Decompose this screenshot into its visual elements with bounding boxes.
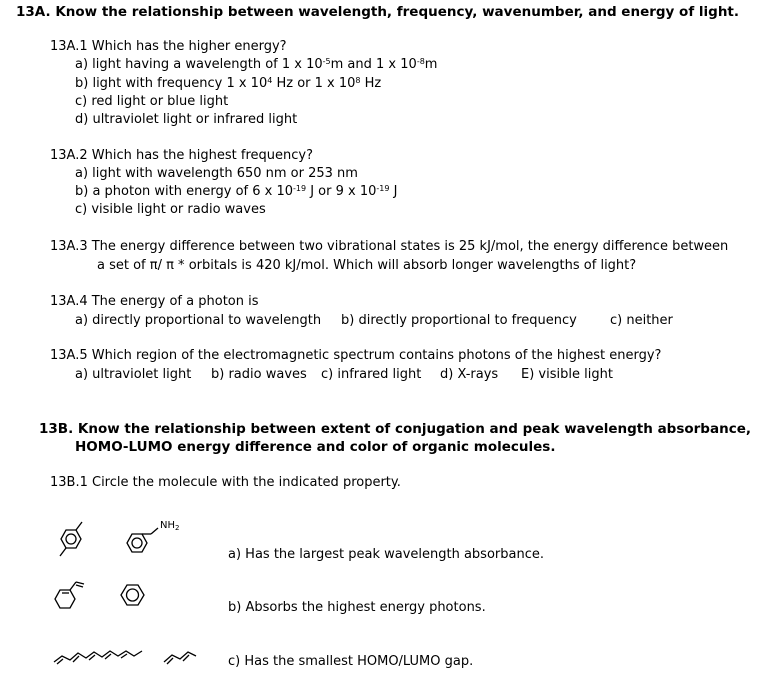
q13a2-option-c: c) visible light or radio waves	[75, 202, 266, 217]
q13a5-option-c: c) infrared light	[321, 367, 422, 382]
q13a4-option-c: c) neither	[610, 313, 673, 328]
q13a2-stem: 13A.2 Which has the highest frequency?	[50, 148, 313, 163]
q13b1-part-c: c) Has the smallest HOMO/LUMO gap.	[228, 654, 474, 669]
p-xylene-molecule[interactable]	[48, 520, 98, 560]
q13a4-option-b: b) directly proportional to frequency	[341, 313, 577, 328]
q13a5-option-d: d) X-rays	[440, 367, 499, 382]
q13b1-stem: 13B.1 Circle the molecule with the indicated property.	[50, 475, 401, 490]
vinylcyclohexene-molecule[interactable]	[48, 576, 92, 616]
q13a5-option-b: b) radio waves	[211, 367, 307, 382]
q13a5-option-e: E) visible light	[521, 367, 613, 382]
q13b1-part-a: a) Has the largest peak wavelength absorbance.	[228, 547, 544, 562]
q13a3-line2: a set of π/ π * orbitals is 420 kJ/mol. Which will absorb longer wavelengths of light?	[97, 258, 637, 273]
q13a4-stem: 13A.4 The energy of a photon is	[50, 294, 259, 309]
section-13b-heading-line1: 13B. Know the relationship between extent of conjugation and peak wavelength absorbance,	[39, 421, 751, 437]
q13b1-part-b: b) Absorbs the highest energy photons.	[228, 600, 486, 615]
q13a5-option-a: a) ultraviolet light	[75, 367, 192, 382]
q13a1-option-c: c) red light or blue light	[75, 94, 229, 109]
long-polyene-molecule[interactable]	[48, 640, 158, 670]
benzene-molecule[interactable]	[114, 576, 154, 616]
section-13a-heading: 13A. Know the relationship between wavelength, frequency, wavenumber, and energy of light.	[16, 4, 740, 20]
amine-group-label: $NH_2$	[160, 520, 180, 532]
q13a5-stem: 13A.5 Which region of the electromagnetic spectrum contains photons of the highest energy?	[50, 348, 662, 363]
q13a2-option-b: b) a photon with energy of 6 x $10^{-19}$ J or 9 x $10^{-19}$ J	[75, 184, 398, 199]
q13a1-option-d: d) ultraviolet light or infrared light	[75, 112, 298, 127]
q13a3-line1: 13A.3 The energy difference between two vibrational states is 25 kJ/mol, the energy difference between	[50, 239, 729, 254]
q13a2-option-a: a) light with wavelength 650 nm or 253 nm	[75, 166, 358, 181]
q13a1-option-a: a) light having a wavelength of 1 x $10^{-5}m$ and 1 x $10^{-8}m$	[75, 57, 438, 72]
short-diene-molecule[interactable]	[160, 640, 204, 670]
section-13b-heading-line2: HOMO-LUMO energy difference and color of organic molecules.	[75, 439, 556, 455]
q13a1-option-b: b) light with frequency 1 x $10^4$ Hz or 1 x $10^8$ Hz	[75, 76, 382, 91]
q13a4-option-a: a) directly proportional to wavelength	[75, 313, 322, 328]
q13a1-stem: 13A.1 Which has the higher energy?	[50, 39, 287, 54]
